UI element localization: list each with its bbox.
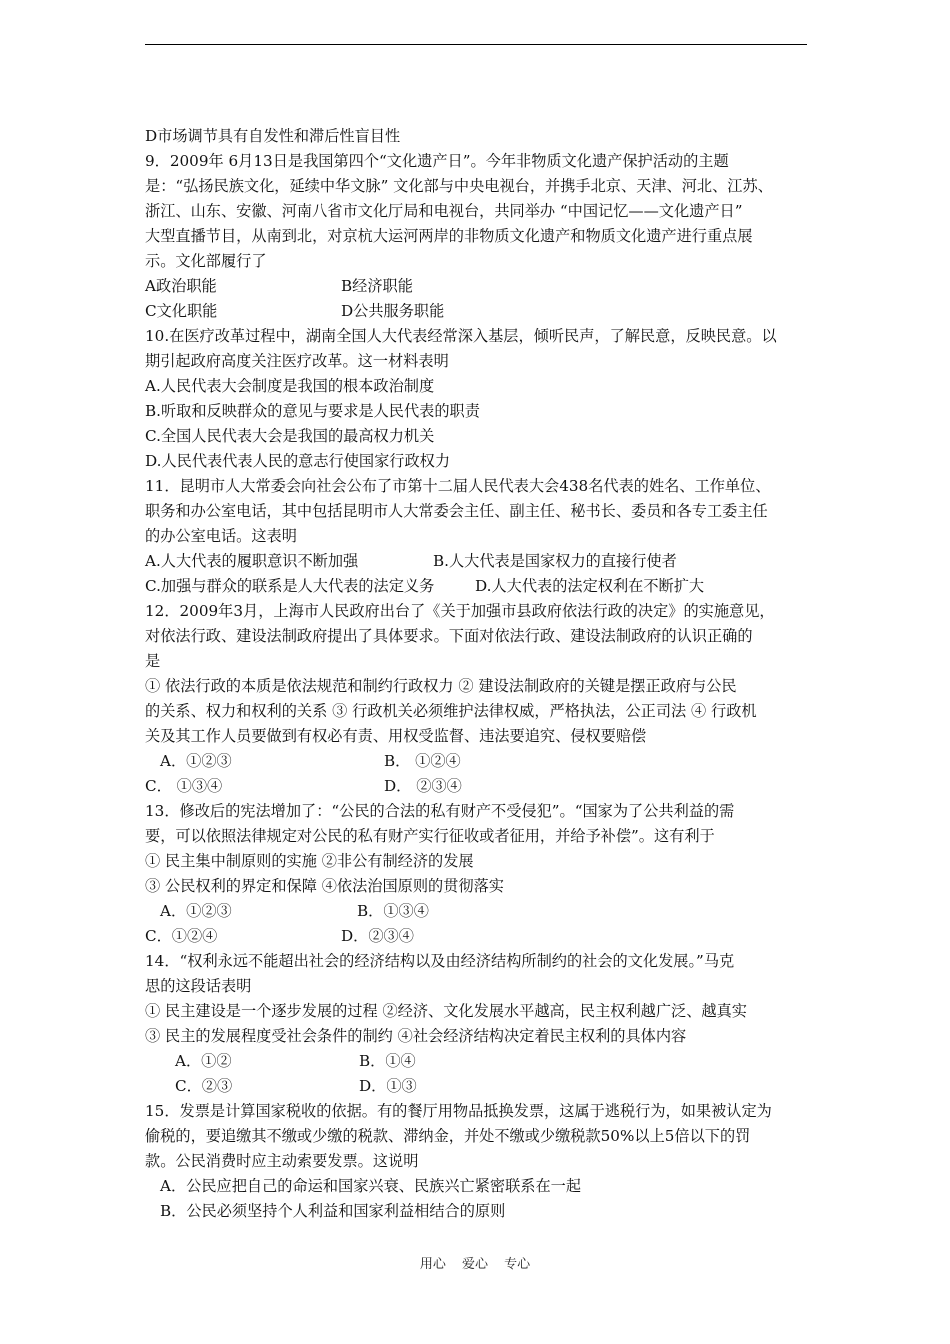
option-c: C.全国人民代表大会是我国的最高权力机关 (145, 427, 435, 445)
question-13-options (145, 924, 810, 949)
option-b: B． ①②④ (384, 752, 461, 770)
question-10-stem: 期引起政府高度关注医疗改革。这一材料表明 (145, 352, 449, 370)
document-body (145, 124, 810, 1224)
question-9-stem: 是：“弘扬民族文化，延续中华文脉” 文化部与中央电视台，并携手北京、天津、河北、江苏、 (145, 177, 773, 195)
question-12-stem: 是 (145, 652, 161, 670)
option-c: C.加强与群众的联系是人大代表的法定义务 (145, 577, 435, 595)
option-d: D公共服务职能 (341, 302, 445, 320)
question-12-statements: 的关系、权力和权利的关系 ③ 行政机关必须维护法律权威，严格执法，公正司法 ④ 行政机 (145, 702, 757, 720)
question-11-stem: 11．昆明市人大常委会向社会公布了市第十二届人民代表大会438名代表的姓名、工作单位、 (145, 477, 771, 495)
question-13-options (145, 899, 810, 924)
header-rule (145, 44, 807, 45)
option-b: B经济职能 (341, 277, 413, 295)
option-d: D.人大代表的法定权利在不断扩大 (475, 577, 705, 595)
question-12-stem: 对依法行政、建设法制政府提出了具体要求。下面对依法行政、建设法制政府的认识正确的 (145, 627, 753, 645)
option-line: D市场调节具有自发性和滞后性盲目性 (145, 127, 401, 145)
footer-word: 用心 (419, 1257, 446, 1272)
option-d: D．②③④ (341, 927, 414, 945)
question-15-stem: 15．发票是计算国家税收的依据。有的餐厅用物品抵换发票，这属于逃税行为，如果被认定为 (145, 1102, 772, 1120)
question-11-options (145, 574, 810, 599)
question-10-stem: 10.在医疗改革过程中，湖南全国人大代表经常深入基层，倾听民声，了解民意，反映民意。以 (145, 327, 777, 345)
footer-word: 专心 (504, 1257, 531, 1272)
option-d: D．①③ (359, 1077, 417, 1095)
option-c: C．①②④ (145, 927, 218, 945)
question-13-statements: ① 民主集中制原则的实施 ②非公有制经济的发展 (145, 852, 474, 870)
question-14-statements: ③ 民主的发展程度受社会条件的制约 ④社会经济结构决定着民主权利的具体内容 (145, 1027, 687, 1045)
option-c: C．②③ (175, 1077, 233, 1095)
option-d: D.人民代表代表人民的意志行使国家行政权力 (145, 452, 451, 470)
option-b: B.人大代表是国家权力的直接行使者 (433, 552, 677, 570)
option-b: B．公民必须坚持个人利益和国家利益相结合的原则 (160, 1202, 506, 1220)
option-a: A.人大代表的履职意识不断加强 (145, 552, 359, 570)
question-9-options (145, 299, 810, 324)
question-12-statements: ① 依法行政的本质是依法规范和制约行政权力 ② 建设法制政府的关键是摆正政府与公民 (145, 677, 737, 695)
option-d: D． ②③④ (384, 777, 462, 795)
option-b: B．①④ (359, 1052, 416, 1070)
option-a: A．①② (175, 1052, 232, 1070)
question-13-stem: 13．修改后的宪法增加了：“公民的合法的私有财产不受侵犯”。“国家为了公共利益的需 (145, 802, 735, 820)
question-11-options (145, 549, 810, 574)
question-11-stem: 的办公室电话。这表明 (145, 527, 297, 545)
question-15-stem: 款。公民消费时应主动索要发票。这说明 (145, 1152, 419, 1170)
footer-word: 爱心 (461, 1257, 488, 1272)
question-13-statements: ③ 公民权利的界定和保障 ④依法治国原则的贯彻落实 (145, 877, 504, 895)
question-9-stem: 浙江、山东、安徽、河南八省市文化厅局和电视台，共同举办 “中国记忆——文化遗产日” (145, 202, 743, 220)
question-14-options (145, 1049, 810, 1074)
option-c: C文化职能 (145, 302, 218, 320)
question-15-stem: 偷税的，要追缴其不缴或少缴的税款、滞纳金，并处不缴或少缴税款50%以上5倍以下的罚 (145, 1127, 751, 1145)
question-14-options (145, 1074, 810, 1099)
option-a: A.人民代表大会制度是我国的根本政治制度 (145, 377, 435, 395)
question-14-statements: ① 民主建设是一个逐步发展的过程 ②经济、文化发展水平越高，民主权利越广泛、越真实 (145, 1002, 747, 1020)
option-b: B．①③④ (357, 902, 429, 920)
question-14-stem: 思的这段话表明 (145, 977, 252, 995)
question-9-stem: 大型直播节目，从南到北，对京杭大运河两岸的非物质文化遗产和物质文化遗产进行重点展 (145, 227, 753, 245)
question-9-stem: 示。文化部履行了 (145, 252, 267, 270)
option-c: C． ①③④ (145, 777, 223, 795)
question-12-stem: 12．2009年3月，上海市人民政府出台了《关于加强市县政府依法行政的决定》的实施意见， (145, 602, 775, 620)
option-b: B.听取和反映群众的意见与要求是人民代表的职责 (145, 402, 480, 420)
question-12-options (145, 774, 810, 799)
question-9-stem: 9．2009年 6月13日是我国第四个“文化遗产日”。今年非物质文化遗产保护活动的主题 (145, 152, 729, 170)
question-9-options (145, 274, 810, 299)
option-a: A．①②③ (160, 902, 232, 920)
option-a: A．①②③ (160, 752, 232, 770)
option-a: A．公民应把自己的命运和国家兴衰、民族兴亡紧密联系在一起 (160, 1177, 582, 1195)
option-a: A政治职能 (145, 277, 217, 295)
question-13-stem: 要，可以依照法律规定对公民的私有财产实行征收或者征用，并给予补偿”。这有利于 (145, 827, 715, 845)
question-12-options (145, 749, 810, 774)
page-footer (0, 1256, 950, 1274)
question-11-stem: 职务和办公室电话，其中包括昆明市人大常委会主任、副主任、秘书长、委员和各专工委主任 (145, 502, 768, 520)
question-14-stem: 14．“权利永远不能超出社会的经济结构以及由经济结构所制约的社会的文化发展。”马克 (145, 952, 735, 970)
question-12-statements: 关及其工作人员要做到有权必有责、用权受监督、违法要追究、侵权要赔偿 (145, 727, 647, 745)
